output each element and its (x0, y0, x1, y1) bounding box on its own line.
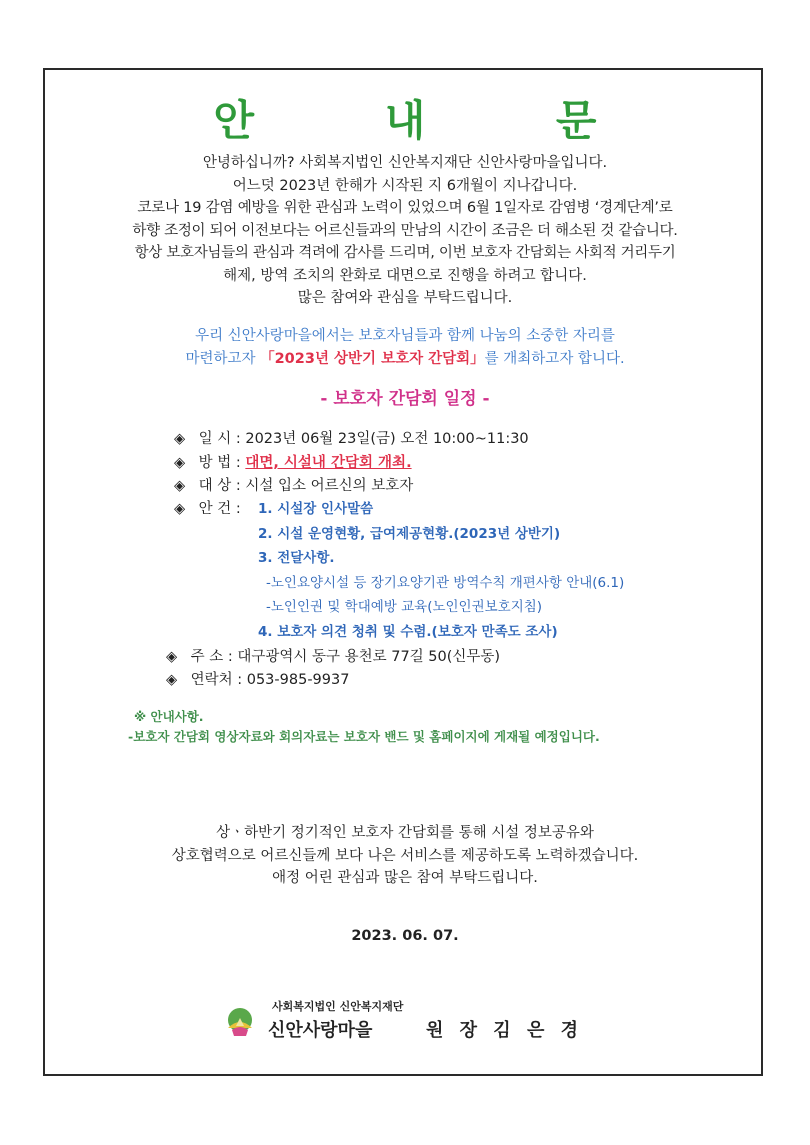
diamond-bullet-icon: ◈ (166, 672, 178, 688)
phone-label: 연락처 : (190, 672, 243, 688)
datetime-label: 일 시 : (198, 431, 241, 447)
greeting-line: 코로나 19 감염 예방을 위한 관심과 노력이 있었으며 6월 1일자로 감염병 ‘경계단계’로 (137, 200, 673, 216)
intro-line (52, 348, 758, 371)
diamond-bullet-icon: ◈ (174, 478, 186, 494)
greeting-line: 항상 보호자님들의 관심과 격려에 감사를 드리며, 이번 보호자 간담회는 사회적 거리두기 (134, 245, 676, 261)
closing-line: 상호협력으로 어르신들께 보다 나은 서비스를 제공하도록 노력하겠습니다. (171, 847, 639, 864)
greeting-line: 안녕하십니까? 사회복지법인 신안복지재단 신안사랑마을입니다. (202, 155, 608, 171)
diamond-bullet-icon: ◈ (166, 649, 178, 665)
diamond-bullet-icon: ◈ (174, 501, 186, 517)
document-date: 2023. 06. 07. (351, 928, 459, 944)
agenda-subitem: -노인인권 및 학대예방 교육(노인인권보호지침) (266, 599, 543, 615)
notice-body: -보호자 간담회 영상자료와 회의자료는 보호자 밴드 및 홈페이지에 게재될 예정입니다. (128, 729, 600, 744)
intro-text: 마련하고자 (185, 350, 261, 367)
greeting-line: 하향 조정이 되어 이전보다는 어르신들과의 만남의 시간이 조금은 더 해소된 것 같습니다. (132, 222, 678, 239)
diamond-bullet-icon: ◈ (174, 431, 186, 447)
notice-head: ※ 안내사항. (134, 709, 204, 724)
target-label: 대 상 : (198, 478, 241, 494)
contact-address (166, 645, 500, 666)
greeting-paragraph (52, 152, 758, 310)
method-value: 대면, 시설내 간담회 개최. (245, 455, 412, 471)
village-logo-icon (222, 1004, 258, 1040)
schedule-datetime (174, 427, 529, 448)
agenda-item: 2. 시설 운영현황, 급여제공현황.(2023년 상반기) (258, 525, 561, 542)
greeting-line: 어느덧 2023년 한해가 시작된 지 6개월이 지나갑니다. (232, 177, 578, 194)
schedule-target (174, 474, 413, 495)
phone-value: 053-985-9937 (246, 672, 350, 688)
schedule-agenda (174, 497, 241, 518)
notice-block (128, 707, 600, 747)
greeting-line: 해제, 방역 조치의 완화로 대면으로 진행을 하려고 합니다. (223, 267, 587, 284)
agenda-list (258, 497, 624, 644)
event-name-highlight: 「2023년 상반기 보호자 간담회」 (260, 350, 485, 367)
schedule-title: - 보호자 간담회 일정 - (320, 389, 490, 409)
intro-text: 를 개최하고자 합니다. (484, 350, 625, 367)
method-label: 방 법 : (198, 455, 241, 471)
intro-line: 우리 신안사랑마을에서는 보호자님들과 함께 나눔의 소중한 자리를 (195, 328, 615, 344)
agenda-item: 3. 전달사항. (258, 550, 335, 566)
agenda-item: 4. 보호자 의견 청취 및 수렴.(보호자 만족도 조사) (258, 623, 558, 640)
intro-paragraph (52, 325, 758, 370)
agenda-subitem: -노인요양시설 등 장기요양기관 방역수칙 개편사항 안내(6.1) (266, 574, 625, 591)
closing-paragraph (52, 822, 758, 890)
address-value: 대구광역시 동구 용천로 77길 50(신무동) (237, 649, 501, 665)
closing-line: 애정 어린 관심과 많은 참여 부탁드립니다. (272, 870, 538, 886)
document-title: 안 내 문 (213, 96, 655, 145)
contact-phone (166, 668, 349, 689)
target-value: 시설 입소 어르신의 보호자 (245, 478, 414, 494)
agenda-label: 안 건 : (198, 501, 241, 517)
director-signature: 원 장 김 은 경 (426, 1020, 579, 1041)
agenda-item: 1. 시설장 인사말씀 (258, 501, 374, 517)
diamond-bullet-icon: ◈ (174, 455, 186, 471)
closing-line: 상ㆍ하반기 정기적인 보호자 간담회를 통해 시설 정보공유와 (216, 825, 594, 841)
village-name: 신안사랑마을 (268, 1020, 373, 1041)
organization-name: 사회복지법인 신안복지재단 (272, 1000, 404, 1013)
greeting-line: 많은 참여와 관심을 부탁드립니다. (297, 290, 513, 306)
address-label: 주 소 : (190, 649, 233, 665)
schedule-method (174, 451, 412, 472)
datetime-value: 2023년 06월 23일(금) 오전 10:00~11:30 (245, 431, 529, 447)
